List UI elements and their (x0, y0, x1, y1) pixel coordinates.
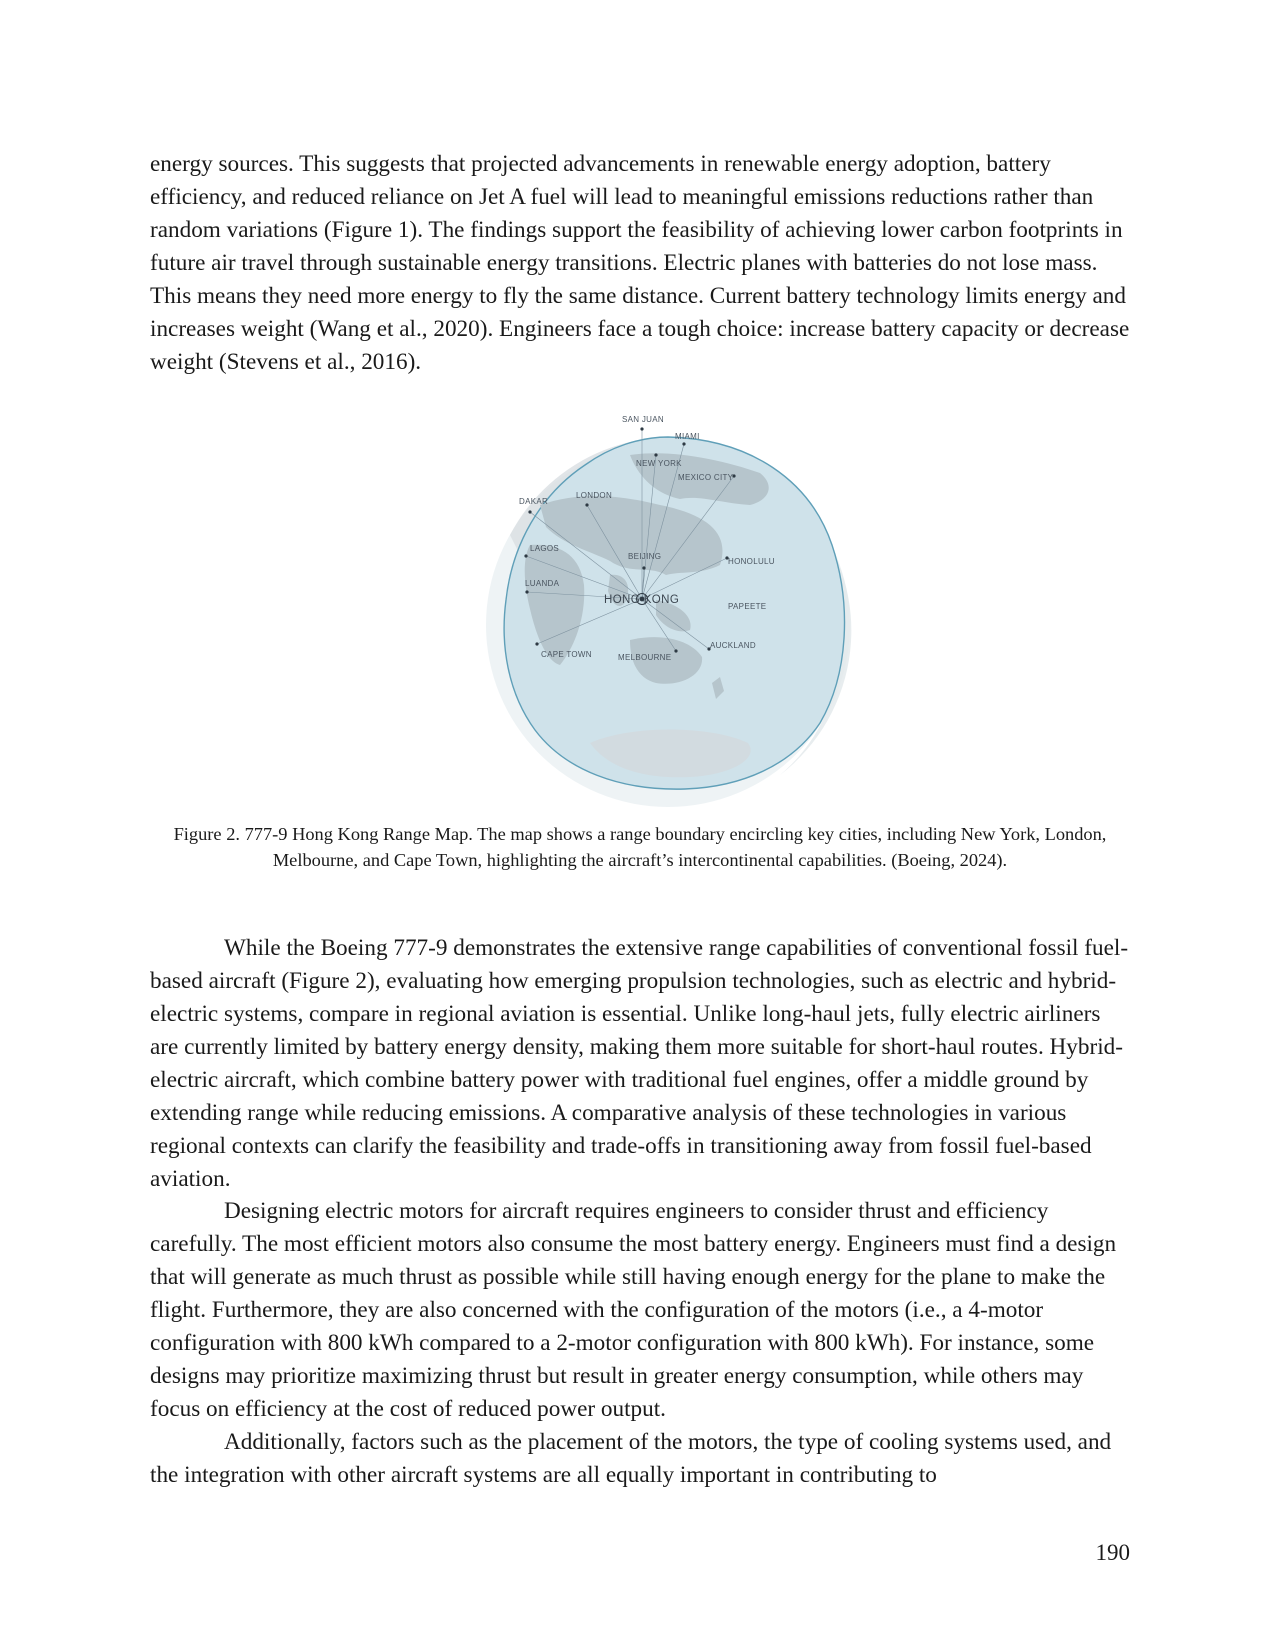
label-san-juan: SAN JUAN (622, 415, 664, 424)
dot-miami (682, 442, 685, 445)
range-map-figure (480, 415, 860, 810)
label-papeete: PAPEETE (728, 602, 767, 611)
hub-label: HONG KONG (604, 594, 680, 606)
dot-dakar (528, 510, 531, 513)
dot-luanda (525, 590, 528, 593)
figure-caption: Figure 2. 777-9 Hong Kong Range Map. The map shows a range boundary encircling key cities, including New York, London, Melbourne, and Cape Town, highlighting the aircraft’s intercontinental capabilities. (Boeing, 2024). (173, 824, 1107, 870)
label-dakar: DAKAR (519, 497, 549, 506)
label-london: LONDON (576, 491, 613, 500)
label-beijing: BEIJING (628, 552, 662, 561)
dot-beijing (642, 566, 645, 569)
dot-london (585, 503, 588, 506)
label-luanda: LUANDA (525, 579, 560, 588)
body-paragraph-3: Designing electric motors for aircraft requires engineers to consider thrust and efficiency carefully. The most efficient motors also consume the most battery energy. Engineers must find a design that will generate as much thrust as possible while still having enough energy for the plane to make the flight. Furthermore, they are also concerned with the configuration of the motors (i.e., a 4-motor configuration with 800 kWh compared to a 2-motor configuration with 800 kWh). For instance, some designs may prioritize maximizing thrust but result in greater energy consumption, while others may focus on efficiency at the cost of reduced power output. (150, 1198, 1117, 1422)
dot-cape-town (535, 642, 538, 645)
body-paragraph-1: energy sources. This suggests that projected advancements in renewable energy adoption, battery efficiency, and reduced reliance on Jet A fuel will lead to meaningful emissions reductions rather than random variations (Figure 1). The findings support the feasibility of achieving lower carbon footprints in future air travel through sustainable energy transitions. Electric planes with batteries do not lose mass. This means they need more energy to fly the same distance. Current battery technology limits energy and increases weight (Wang et al., 2020). Engineers face a tough choice: increase battery capacity or decrease weight (Stevens et al., 2016). (150, 151, 1130, 375)
label-new-york: NEW YORK (636, 459, 682, 468)
label-melbourne: MELBOURNE (618, 653, 672, 662)
label-cape-town: CAPE TOWN (541, 650, 592, 659)
body-paragraph-4: Additionally, factors such as the placement of the motors, the type of cooling systems used, and the integration with other aircraft systems are all equally important in contributing to (150, 1429, 1112, 1488)
label-auckland: AUCKLAND (710, 641, 756, 650)
label-miami: MIAMI (675, 432, 700, 441)
page-number: 190 (1095, 1540, 1130, 1565)
dot-melbourne (674, 649, 677, 652)
dot-new-york (654, 453, 657, 456)
dot-lagos (524, 554, 527, 557)
label-lagos: LAGOS (530, 544, 560, 553)
body-paragraph-2: While the Boeing 777-9 demonstrates the extensive range capabilities of conventional fossil fuel-based aircraft (Figure 2), evaluating how emerging propulsion technologies, such as electric and hybrid-electric systems, compare in regional aviation is essential. Unlike long-haul jets, fully electric airliners are currently limited by battery energy density, making them more suitable for short-haul routes. Hybrid-electric aircraft, which combine battery power with traditional fuel engines, offer a middle ground by extending range while reducing emissions. A comparative analysis of these technologies in various regional contexts can clarify the feasibility and trade-offs in transitioning away from fossil fuel-based aviation. (150, 935, 1129, 1192)
label-mexico-city: MEXICO CITY (678, 473, 734, 482)
label-honolulu: HONOLULU (728, 557, 775, 566)
dot-san-juan (640, 427, 643, 430)
